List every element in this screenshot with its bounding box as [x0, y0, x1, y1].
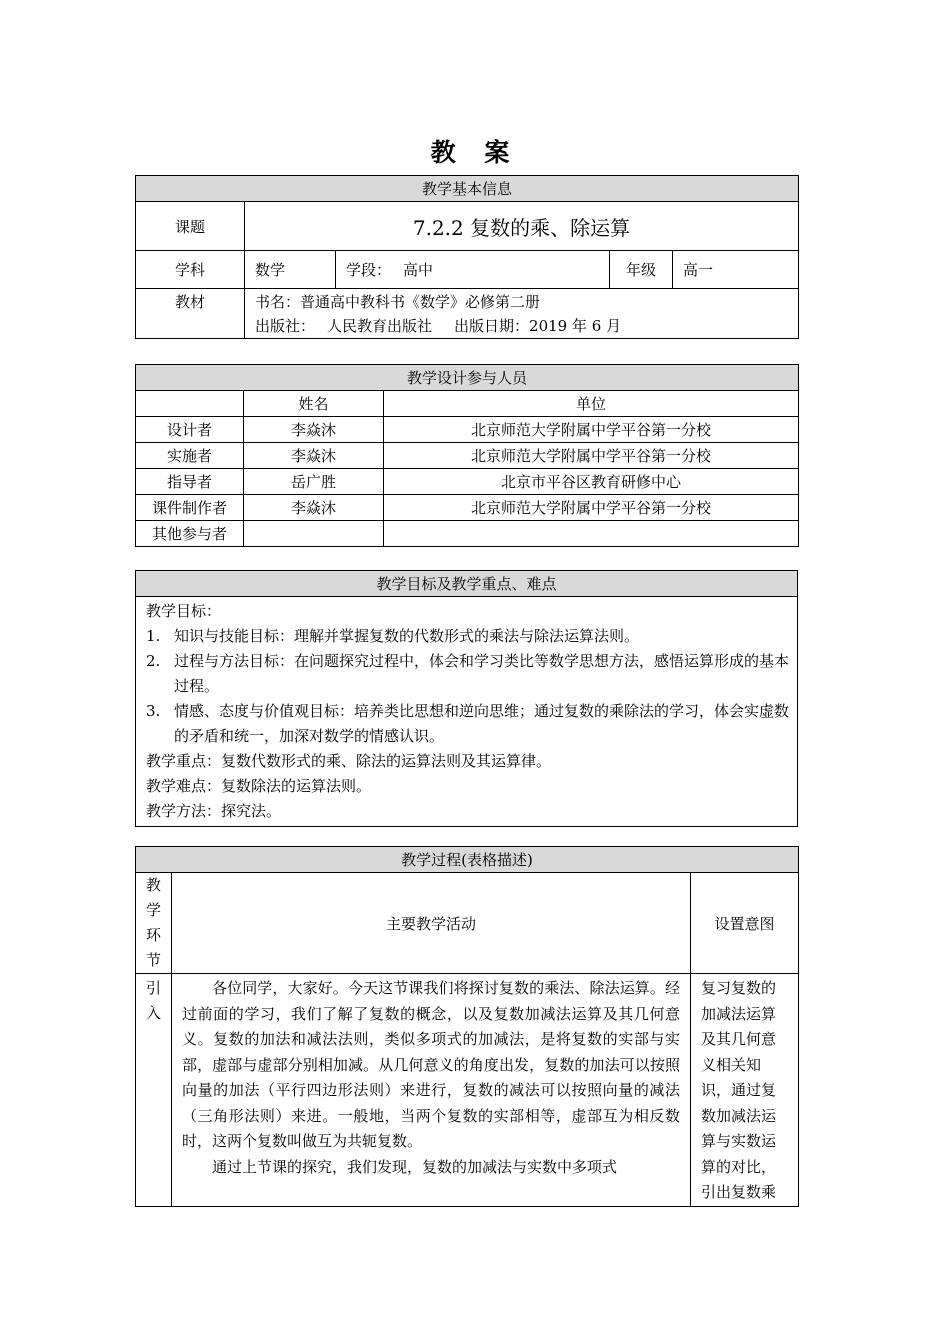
item-number: 2. [146, 652, 161, 670]
table-row [136, 469, 799, 495]
table-row [136, 521, 799, 547]
participant-role: 指导者 [136, 469, 244, 495]
objectives-header: 教学目标及教学重点、难点 [136, 571, 798, 597]
topic-value: 7.2.2 复数的乘、除运算 [245, 202, 799, 251]
participant-role: 课件制作者 [136, 495, 244, 521]
col-unit-header: 单位 [384, 391, 799, 417]
col-activity-header: 主要教学活动 [172, 873, 691, 974]
date-label: 出版日期： [454, 316, 530, 335]
participant-unit: 北京师范大学附属中学平谷第一分校 [384, 495, 799, 521]
participants-header: 教学设计参与人员 [136, 365, 799, 391]
participants-table [135, 364, 799, 547]
process-table [135, 846, 799, 1207]
activity-paragraph: 各位同学，大家好。今天这节课我们将探讨复数的乘法、除法运算。经过前面的学习，我们了解了复数的概念，以及复数加减法运算及其几何意义。复数的加法和减法法则，类似多项式的加减法，是将复数的实部与实部，虚部与虚部分别相加减。从几何意义的角度出发，复数的加法可以按照向量的加法（平行四边形法则）来进行，复数的减法可以按照向量的减法（三角形法则）来进。一般地，当两个复数的实部相等，虚部互为相反数时，这两个复数叫做互为共轭复数。 [182, 979, 680, 1150]
objectives-body [136, 597, 798, 827]
table-row [136, 417, 799, 443]
subject-value: 数学 [245, 251, 336, 289]
participant-name: 李焱沐 [244, 495, 384, 521]
page-title: 教 案 [430, 138, 520, 167]
textbook-info [245, 289, 799, 339]
list-item [146, 649, 789, 699]
process-header: 教学过程(表格描述) [136, 847, 799, 873]
participant-unit: 北京市平谷区教育研修中心 [384, 469, 799, 495]
participant-role: 其他参与者 [136, 521, 244, 547]
list-item [146, 624, 789, 649]
basic-info-header: 教学基本信息 [136, 176, 799, 202]
publisher-value: 人民教育出版社 [327, 316, 433, 335]
item-text: 知识与技能目标：理解并掌握复数的代数形式的乘法与除法运算法则。 [174, 627, 640, 645]
difficulty: 教学难点：复数除法的运算法则。 [146, 777, 372, 795]
activity-text [172, 974, 691, 1207]
key-point: 教学重点：复数代数形式的乘、除法的运算法则及其运算律。 [146, 752, 552, 770]
participant-name [244, 521, 384, 547]
item-text: 情感、态度与价值观目标：培养类比思想和逆向思维；通过复数的乘除法的学习，体会实虚数的矛盾和统一，加深对数学的情感认识。 [174, 702, 790, 745]
participant-name: 李焱沐 [244, 417, 384, 443]
item-number: 3. [146, 702, 161, 720]
subject-label: 学科 [136, 251, 245, 289]
participant-name: 李焱沐 [244, 443, 384, 469]
purpose-text: 复习复数的加减法运算及其几何意义相关知识，通过复数加减法运算与实数运算的对比，引出复数乘 [691, 974, 799, 1207]
participant-role: 实施者 [136, 443, 244, 469]
participant-unit: 北京师范大学附属中学平谷第一分校 [384, 443, 799, 469]
item-number: 1. [146, 627, 161, 645]
objectives-table [135, 570, 798, 827]
grade-label: 年级 [610, 251, 673, 289]
col-name-header: 姓名 [244, 391, 384, 417]
col-purpose-header: 设置意图 [691, 873, 799, 974]
participant-unit: 北京师范大学附属中学平谷第一分校 [384, 417, 799, 443]
publisher-label: 出版社： [255, 316, 316, 335]
topic-label: 课题 [136, 202, 245, 251]
stage-name: 引入 [136, 974, 172, 1207]
grade-value: 高一 [673, 251, 799, 289]
participant-unit [384, 521, 799, 547]
participant-name: 岳广胜 [244, 469, 384, 495]
stage-value: 高中 [403, 261, 434, 279]
book-name: 书名：普通高中教科书《数学》必修第二册 [255, 292, 541, 311]
list-item [146, 699, 789, 749]
objectives-intro: 教学目标： [146, 602, 222, 620]
publisher-line [255, 314, 798, 338]
participants-corner [136, 391, 244, 417]
stage-cell [336, 251, 610, 289]
participant-role: 设计者 [136, 417, 244, 443]
item-text: 过程与方法目标：在问题探究过程中，体会和学习类比等数学思想方法，感悟运算形成的基本过程。 [174, 652, 790, 695]
table-row [136, 443, 799, 469]
basic-info-table [135, 175, 799, 339]
date-value: 2019 年 6 月 [529, 316, 622, 335]
activity-paragraph: 通过上节课的探究，我们发现，复数的加减法与实数中多项式 [212, 1157, 618, 1176]
teaching-method: 教学方法：探究法。 [146, 802, 282, 820]
stage-label: 学段： [346, 261, 392, 279]
textbook-label: 教材 [136, 289, 245, 339]
table-row [136, 495, 799, 521]
col-stage-header: 教学环节 [136, 873, 172, 974]
